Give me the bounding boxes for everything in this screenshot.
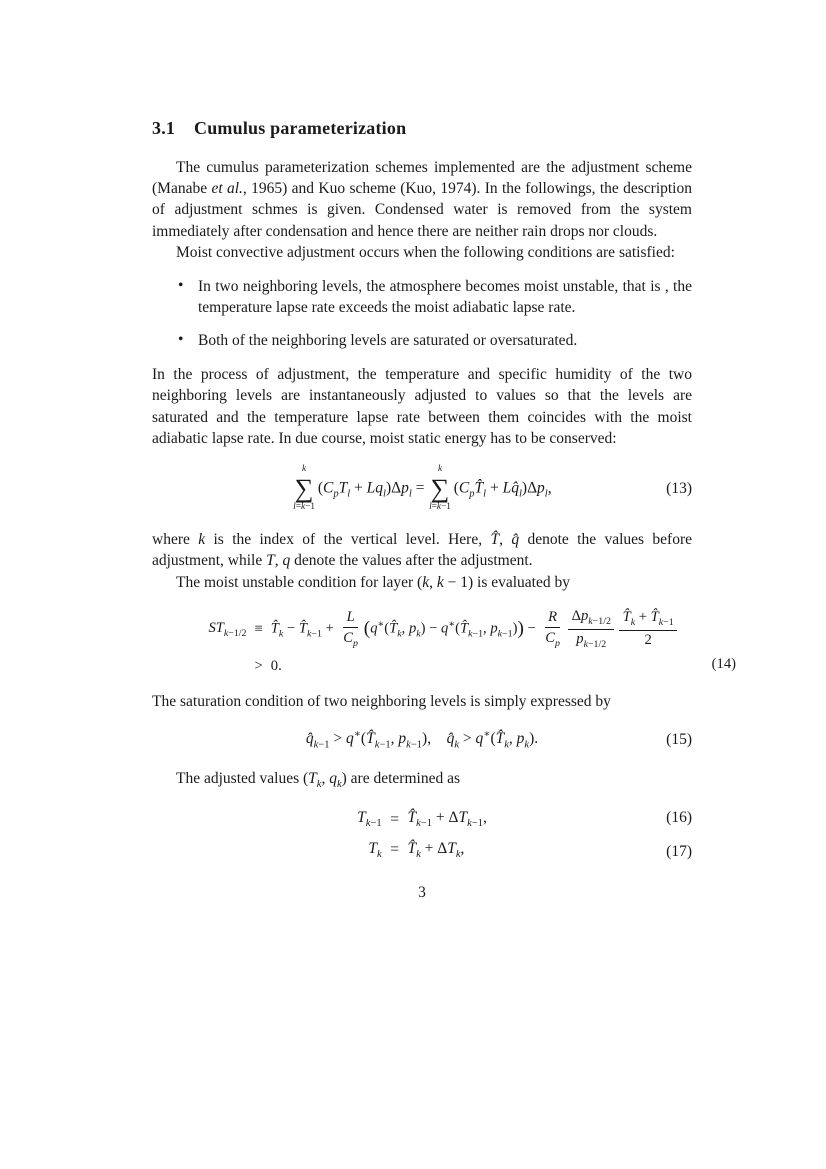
paragraph-notation: where k is the index of the vertical level. Here, T̂, q̂ denote the values before adjustment, while T, q denote the values after the adjustment. [152,530,693,570]
eq14-rhs-row2: 0. [270,658,282,675]
equation-15-body: $q̂_{k-1}$ > $q^∗(T̂_{k-1}$, $p_{k-1}$), $q̂_k$ > $q^∗(T̂_k$, $p_k$). [305,728,539,750]
paragraph-saturation-lead: The saturation condition of two neighboring levels is simply expressed by [152,693,611,711]
conditions-list [152,276,692,351]
paragraph-adjusted-values-lead: The adjusted values ($T_k$, $q_k$) are determined as [176,769,460,790]
equation-14-number: (14) [711,656,736,673]
paragraph-adjustment-process: In the process of adjustment, the temperature and specific humidity of the two neighboring levels are instantaneously adjusted to values so that the levels are saturated and the temperature lapse rate between them coincides with the moist adiabatic lapse rate. In due course, moist static energy has to be conserved: [152,366,692,448]
paragraph-unstable-condition-lead: The moist unstable condition for layer (k, k − 1) is evaluated by [176,573,570,591]
paragraph-conditions-lead: Moist convective adjustment occurs when the following conditions are satisfied: [176,243,675,261]
equation-14-body [208,608,679,677]
list-item [178,276,692,319]
eq14-relation: ≡ [254,621,263,638]
paragraph-intro: The cumulus parameterization schemes implemented are the adjustment scheme (Manabe et al., 1965) and Kuo scheme (Kuo, 1974). In the followings, the description of adjustment schmes is given. Condensed water is removed from the system immediately after condensation and hence there are neither rain drops nor clouds. [152,158,692,240]
equation-13-number: (13) [666,480,692,498]
section-number: 3.1 [152,118,176,138]
eq16-lhs: $T_{k-1}$ [357,809,382,830]
page-number: 3 [418,884,426,902]
eq14-lhs: $ST_{k-1/2}$ [208,619,247,639]
equations-16-17 [152,807,692,862]
bullet-icon: • [178,277,184,295]
eq17-relation: = [390,841,399,859]
eq14-relation-row2: > [254,658,263,675]
equations-16-17-body [357,807,487,862]
equation-13-body: k ∑ l=k−1 $(C_pT_l + Lq_l)\Delta p_l$ = k ∑ l=k−1 ($C_pT̂_l$ + $Lq̂_l)\Delta p_l$, [293,464,552,513]
equation-14 [152,608,736,677]
equation-15-number: (15) [666,731,692,749]
equation-13 [152,464,692,514]
eq14-rhs: $T̂_k$ − $T̂_{k-1}$ + $\frac{L}{C_p}$ ($q^∗(T̂_k$, $p_k$) − $q^∗(T̂_{k-1}$, $p_{k-1}$)) − $\frac{R}{C_p}$ $\frac{\Delta p_{k-1/2}}{p_{k-1/2}}$ $\frac{T̂_k + T̂_{k-1}}{2}$ [271,608,680,651]
section-heading [152,118,692,140]
bullet-icon: • [178,330,184,348]
equation-15 [152,728,692,753]
equation-16-number: (16) [666,809,692,827]
list-item-text: In two neighboring levels, the atmosphere becomes moist unstable, that is , the temperature lapse rate exceeds the moist adiabatic lapse rate. [198,278,692,317]
list-item [178,330,692,351]
list-item-text: Both of the neighboring levels are saturated or oversaturated. [198,331,578,349]
section-title: Cumulus parameterization [194,118,407,138]
eq17-rhs: $T̂_k + \Delta T_k$, [407,839,465,860]
equation-17-number: (17) [666,842,692,860]
eq16-rhs: $T̂_{k-1} + \Delta T_{k-1}$, [407,809,487,830]
eq17-lhs: $T_k$ [368,839,382,860]
eq16-relation: = [390,810,399,828]
